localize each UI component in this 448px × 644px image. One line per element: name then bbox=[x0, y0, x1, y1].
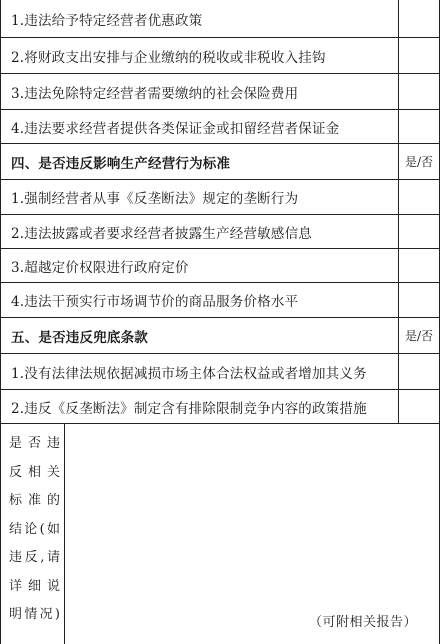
criterion-text: 1.强制经营者从事《反垄断法》规定的垄断行为 bbox=[1, 180, 399, 214]
conclusion-row bbox=[1, 424, 439, 644]
criterion-text: 1.违法给予特定经营者优惠政策 bbox=[1, 0, 399, 37]
conclusion-label-line: 明情况) bbox=[9, 607, 60, 622]
yes-no-label: 是/否 bbox=[404, 155, 434, 169]
criterion-text: 2.将财政支出安排与企业缴纳的税收或非税收入挂钩 bbox=[1, 38, 399, 73]
conclusion-label-line: 反相关 bbox=[9, 464, 60, 480]
answer-cell[interactable] bbox=[399, 390, 439, 423]
table-row bbox=[1, 0, 439, 38]
conclusion-label-line: 标准的 bbox=[9, 493, 60, 508]
table-row bbox=[1, 249, 439, 283]
attachment-note: （可附相关报告） bbox=[308, 615, 417, 630]
answer-cell[interactable] bbox=[399, 38, 439, 73]
answer-cell[interactable] bbox=[399, 283, 439, 317]
criterion-text: 2.违法披露或者要求经营者披露生产经营敏感信息 bbox=[1, 215, 399, 248]
conclusion-input-area[interactable] bbox=[65, 424, 439, 644]
answer-cell[interactable] bbox=[399, 215, 439, 248]
table-row bbox=[1, 180, 439, 215]
section-header-row bbox=[1, 144, 439, 180]
section-header-row bbox=[1, 318, 439, 354]
table-row bbox=[1, 110, 439, 144]
table-row bbox=[1, 354, 439, 390]
criterion-text: 4.违法要求经营者提供各类保证金或扣留经营者保证金 bbox=[1, 110, 399, 143]
answer-cell[interactable] bbox=[399, 180, 439, 214]
answer-cell[interactable] bbox=[399, 354, 439, 389]
table-row bbox=[1, 215, 439, 249]
yes-no-label: 是/否 bbox=[404, 329, 434, 343]
criterion-text: 3.超越定价权限进行政府定价 bbox=[1, 249, 399, 282]
conclusion-label bbox=[1, 424, 65, 644]
table-row bbox=[1, 74, 439, 110]
section-title: 四、是否违反影响生产经营行为标准 bbox=[1, 144, 399, 179]
answer-cell[interactable] bbox=[399, 74, 439, 109]
conclusion-label-line: 违反,请 bbox=[9, 550, 60, 565]
section-title: 五、是否违反兜底条款 bbox=[1, 318, 399, 353]
answer-cell[interactable] bbox=[399, 0, 439, 37]
conclusion-label-line: 结论(如 bbox=[9, 521, 60, 537]
criterion-text: 1.没有法律法规依据减损市场主体合法权益或者增加其义务 bbox=[1, 354, 399, 389]
conclusion-label-line: 详细说 bbox=[9, 578, 60, 594]
table-row bbox=[1, 283, 439, 318]
table-row bbox=[1, 38, 439, 74]
criterion-text: 4.违法干预实行市场调节价的商品服务价格水平 bbox=[1, 283, 399, 317]
table-row bbox=[1, 390, 439, 424]
criterion-text: 3.违法免除特定经营者需要缴纳的社会保险费用 bbox=[1, 74, 399, 109]
conclusion-label-line: 是否违 bbox=[9, 436, 60, 451]
answer-cell[interactable] bbox=[399, 249, 439, 282]
criterion-text: 2.违反《反垄断法》制定含有排除限制竞争内容的政策措施 bbox=[1, 390, 399, 423]
answer-cell[interactable] bbox=[399, 110, 439, 143]
